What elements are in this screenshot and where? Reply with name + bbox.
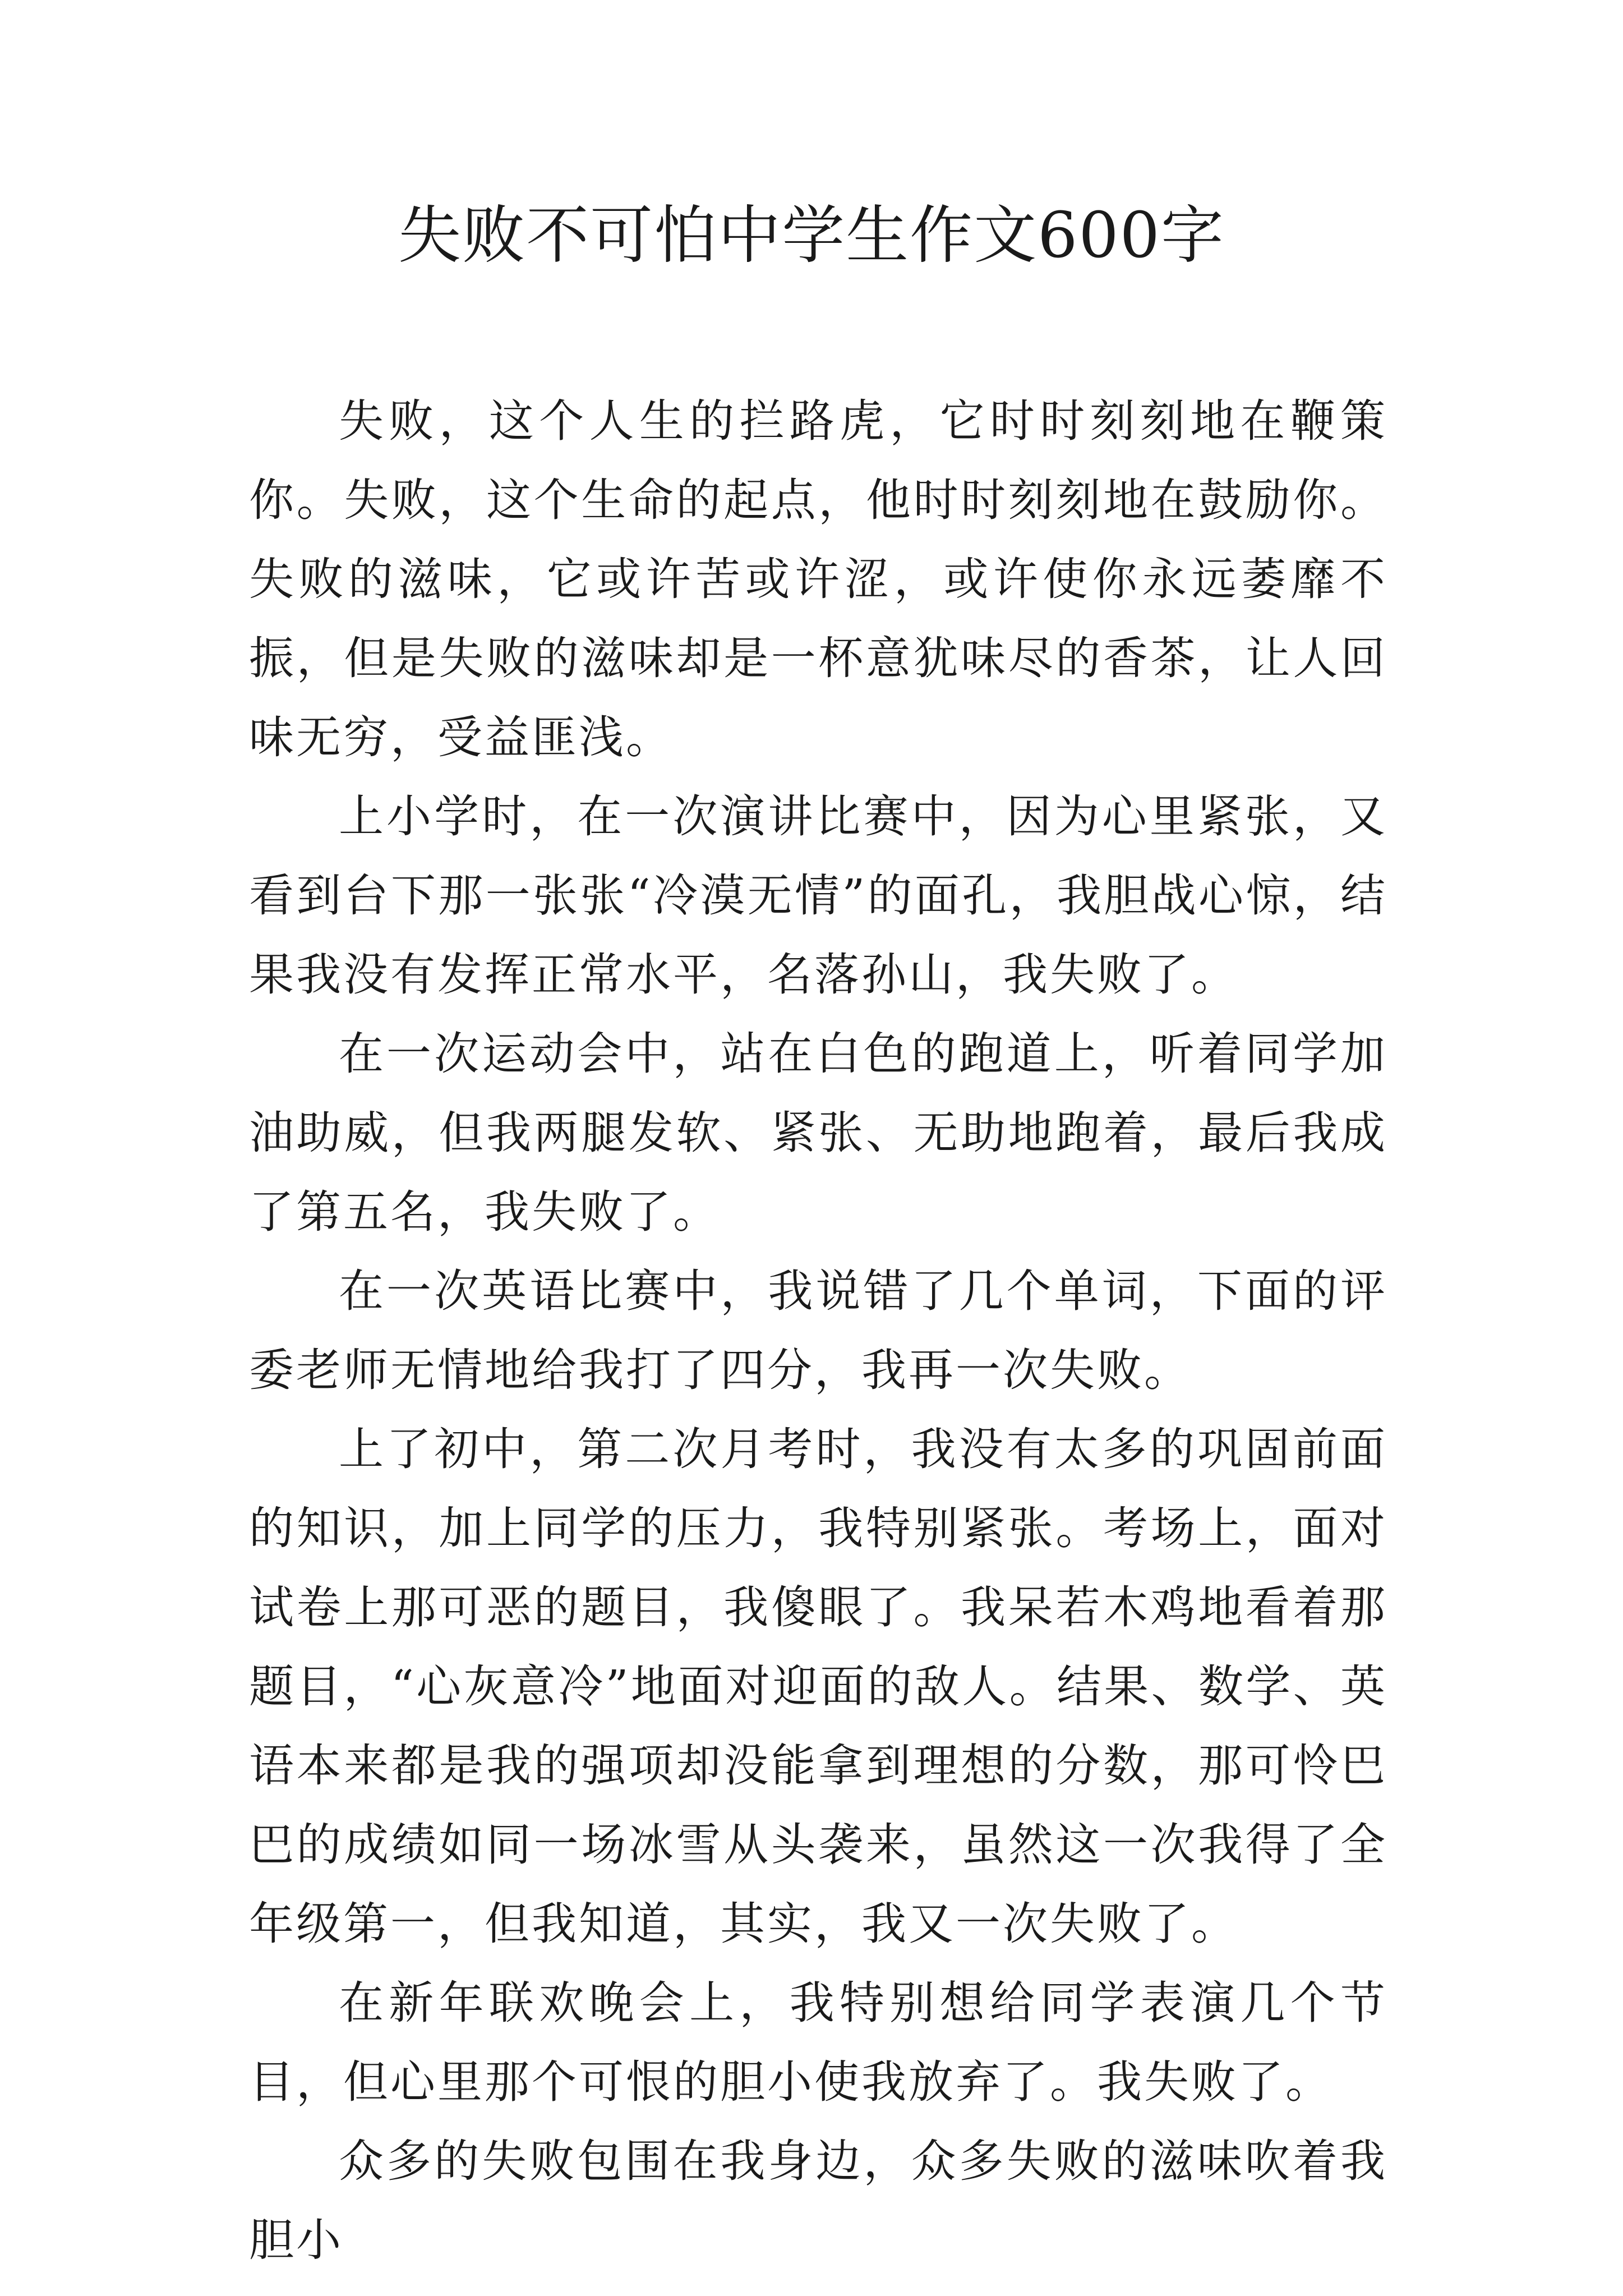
paragraph-6: 在新年联欢晚会上，我特别想给同学表演几个节目，但心里那个可恨的胆小使我放弃了。我失败了。 [249, 1977, 1387, 2108]
paragraph-4: 在一次英语比赛中，我说错了几个单词，下面的评委老师无情地给我打了四分，我再一次失败。 [249, 1265, 1387, 1396]
paragraph-7: 众多的失败包围在我身边，众多失败的滋味吹着我胆小 [249, 2135, 1387, 2266]
paragraph-1: 失败，这个人生的拦路虎，它时时刻刻地在鞭策你。失败，这个生命的起点，他时时刻刻地在鼓励你。失败的滋味，它或许苦或许涩，或许使你永远萎靡不振，但是失败的滋味却是一杯意犹味尽的香茶，让人回味无穷，受益匪浅。 [249, 395, 1387, 763]
paragraph-5: 上了初中，第二次月考时，我没有太多的巩固前面的知识，加上同学的压力，我特别紧张。考场上，面对试卷上那可恶的题目，我傻眼了。我呆若木鸡地看着那题目，“心灰意冷”地面对迎面的敌人。结果、数学、英语本来都是我的强项却没能拿到理想的分数，那可怜巴巴的成绩如同一场冰雪从头袭来，虽然这一次我得了全年级第一，但我知道，其实，我又一次失败了。 [249, 1423, 1387, 1950]
document-title: 失败不可怕中学生作文600字 [398, 199, 1225, 272]
paragraph-3: 在一次运动会中，站在白色的跑道上，听着同学加油助威，但我两腿发软、紧张、无助地跑着，最后我成了第五名，我失败了。 [249, 1028, 1387, 1238]
document-body [249, 381, 1387, 2280]
paragraph-2: 上小学时，在一次演讲比赛中，因为心里紧张，又看到台下那一张张“冷漠无情”的面孔，我胆战心惊，结果我没有发挥正常水平，名落孙山，我失败了。 [249, 790, 1387, 1001]
